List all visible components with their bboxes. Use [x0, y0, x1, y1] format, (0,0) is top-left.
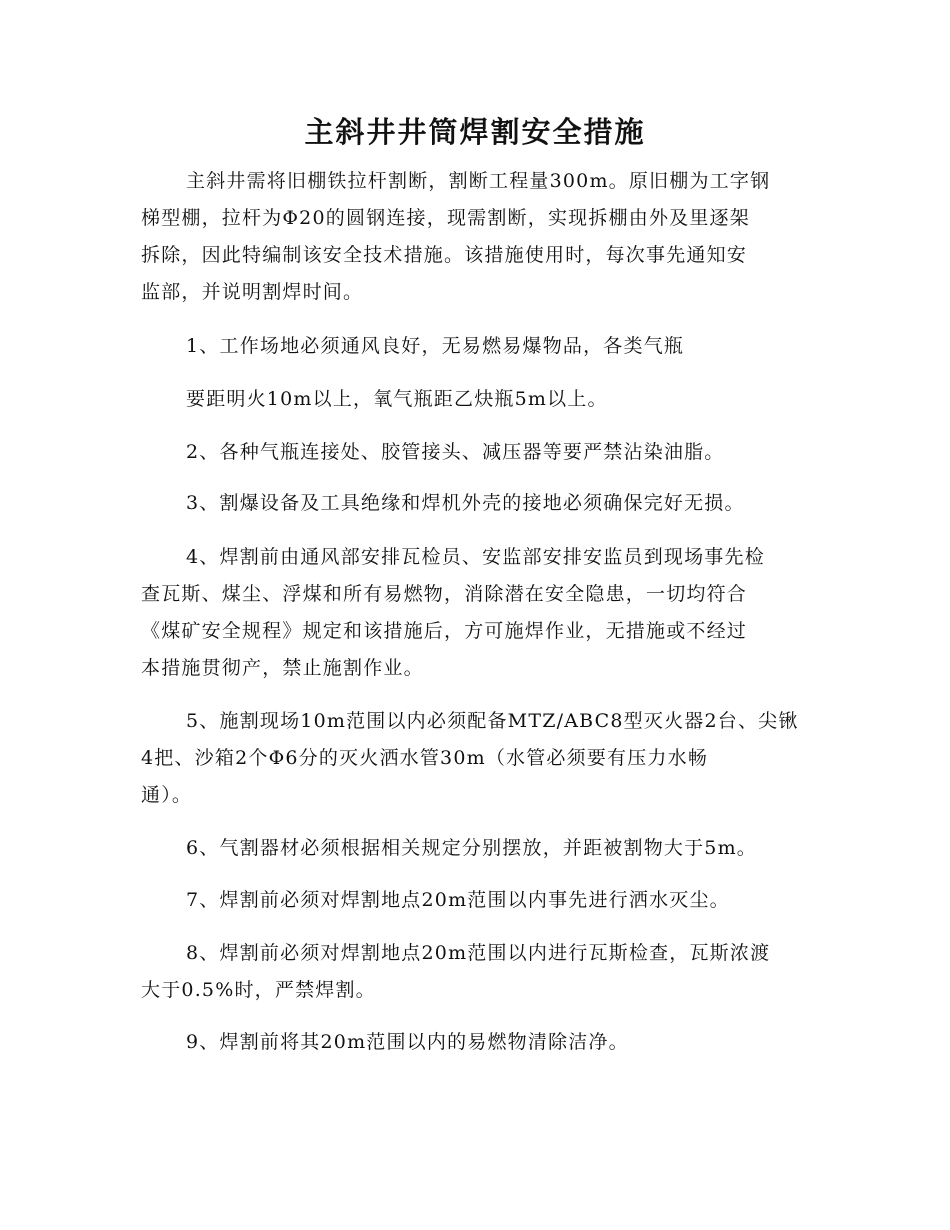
item-8-line: 8、焊割前必须对焊割地点20m范围以内进行瓦斯检查，瓦斯浓渡 — [186, 942, 771, 964]
item-7-paragraph — [141, 882, 811, 919]
item-6-text: 6、气割器材必须根据相关规定分别摆放，并距被割物大于5m。 — [186, 837, 757, 859]
item-1-line-1 — [141, 328, 811, 365]
item-3-text: 3、割爆设备及工具绝缘和焊机外壳的接地必须确保完好无损。 — [186, 492, 745, 514]
intro-line: 拆除，因此特编制该安全技术措施。该措施使用时，每次事先通知安 — [141, 244, 748, 266]
item-6-paragraph — [141, 830, 811, 867]
item-5-line: 5、施割现场10m范围以内必须配备MTZ/ABC8型灭火器2台、尖锹 — [186, 710, 799, 732]
item-1-continuation: 要距明火10m以上，氧气瓶距乙炔瓶5m以上。 — [186, 388, 608, 410]
intro-paragraph — [141, 163, 811, 311]
item-9-paragraph — [141, 1024, 811, 1061]
item-1-line-2 — [141, 381, 811, 418]
item-2-paragraph — [141, 434, 811, 471]
intro-line: 梯型棚，拉杆为Φ20的圆钢连接，现需割断，实现拆棚由外及里逐架 — [141, 207, 750, 229]
item-1-text: 1、工作场地必须通风良好，无易燃易爆物品，各类气瓶 — [186, 335, 685, 357]
item-9-text: 9、焊割前将其20m范围以内的易燃物清除洁净。 — [186, 1031, 629, 1053]
item-4-line: 4、焊割前由通风部安排瓦检员、安监部安排安监员到现场事先检 — [186, 546, 765, 568]
item-7-text: 7、焊割前必须对焊割地点20m范围以内事先进行洒水灭尘。 — [186, 889, 730, 911]
item-4-line: 《煤矿安全规程》规定和该措施后，方可施焊作业，无措施或不经过 — [141, 620, 748, 642]
item-5-paragraph — [141, 703, 811, 814]
intro-line: 主斜井需将旧棚铁拉杆割断，割断工程量300m。原旧棚为工字钢 — [186, 170, 771, 192]
item-8-paragraph — [141, 935, 811, 1009]
item-8-line: 大于0.5%时，严禁焊割。 — [141, 979, 376, 1001]
item-3-paragraph — [141, 485, 811, 522]
item-2-text: 2、各种气瓶连接处、胶管接头、减压器等要严禁沾染油脂。 — [186, 441, 725, 463]
document-title: 主斜井井筒焊割安全措施 — [304, 115, 646, 149]
item-4-line: 本措施贯彻产，禁止施割作业。 — [141, 657, 424, 679]
item-5-line: 4把、沙箱2个Φ6分的灭火洒水管30m（水管必须要有压力水畅 — [141, 747, 709, 769]
item-4-line: 查瓦斯、煤尘、浮煤和所有易燃物，消除潜在安全隐患，一切均符合 — [141, 583, 748, 605]
item-4-paragraph — [141, 539, 811, 687]
item-5-line: 通）。 — [141, 784, 193, 806]
intro-line: 监部，并说明割焊时间。 — [141, 281, 364, 303]
